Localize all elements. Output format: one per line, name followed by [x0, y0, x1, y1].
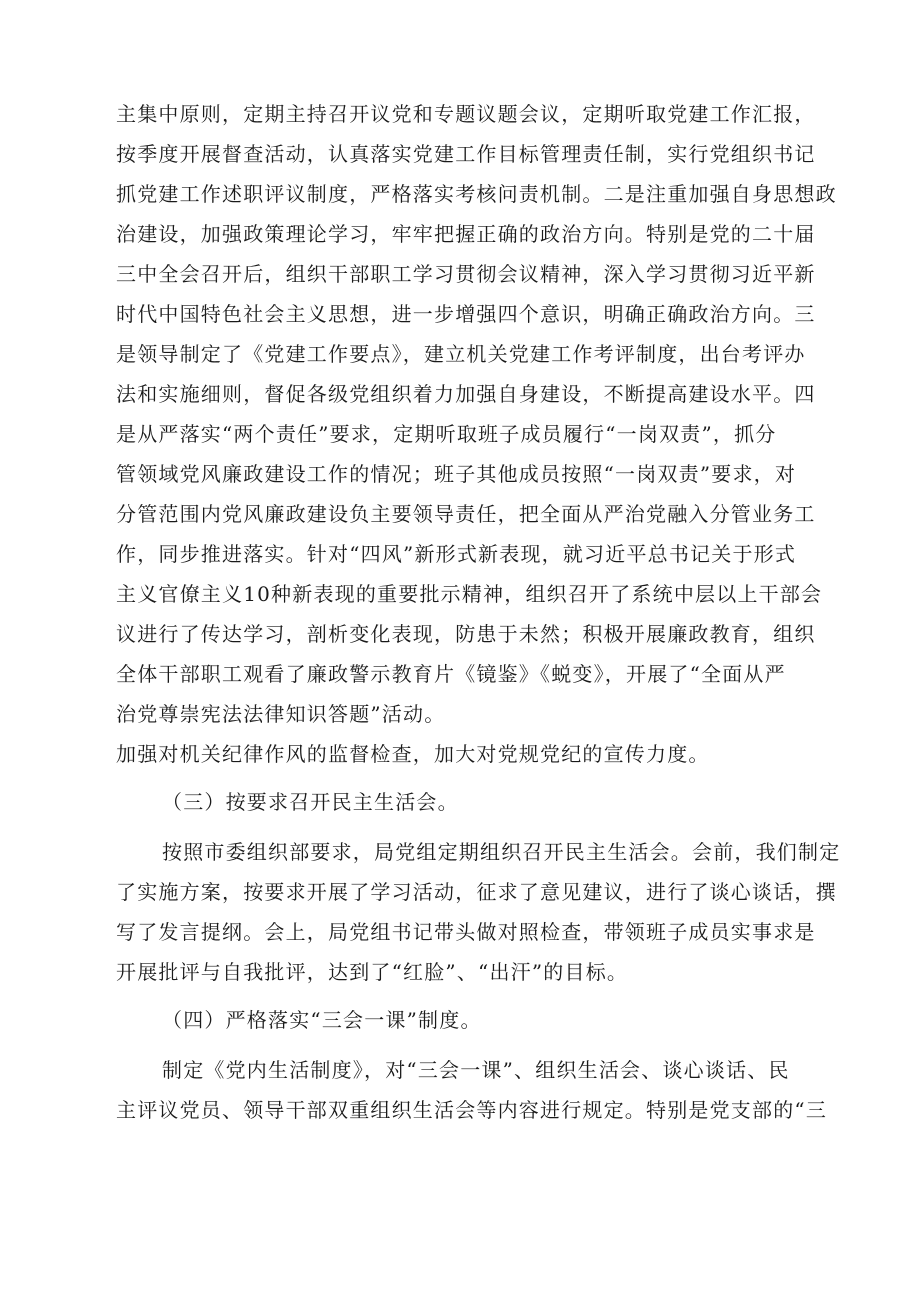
text-line: 治党尊崇宪法法律知识答题”活动。 — [116, 702, 446, 726]
text-line: 治建设，加强政策理论学习，牢牢把握正确的政治方向。特别是党的二十届 — [116, 222, 816, 246]
text-line: 主集中原则，定期主持召开议党和专题议题会议，定期听取党建工作汇报， — [116, 102, 816, 126]
text-line: 议进行了传达学习，剖析变化表现，防患于未然；积极开展廉政教育，组织 — [116, 622, 816, 646]
text-line: 按季度开展督查活动，认真落实党建工作目标管理责任制，实行党组织书记 — [116, 142, 816, 166]
text-line: 按照市委组织部要求，局党组定期组织召开民主生活会。会前，我们制定 — [162, 840, 841, 864]
text-line: 开展批评与自我批评，达到了“红脸”、“出汗”的目标。 — [116, 960, 629, 984]
text-line: 了实施方案，按要求开展了学习活动，征求了意见建议，进行了谈心谈话，撰 — [116, 880, 837, 904]
text-line: 管领域党风廉政建设工作的情况；班子其他成员按照“一岗双责”要求，对 — [116, 462, 797, 486]
text-line: 分管范围内党风廉政建设负主要领导责任，把全面从严治党融入分管业务工 — [116, 502, 816, 526]
text-line: 是领导制定了《党建工作要点》，建立机关党建工作考评制度，出台考评办 — [116, 342, 806, 366]
text-line: 抓党建工作述职评议制度，严格落实考核问责机制。二是注重加强自身思想政 — [116, 182, 837, 206]
text-line: 全体干部职工观看了廉政警示教育片《镜鉴》《蜕变》，开展了“全面从严 — [116, 662, 786, 686]
text-line: 写了发言提纲。会上，局党组书记带头做对照检查，带领班子成员实事求是 — [116, 920, 816, 944]
section-heading: （四）严格落实“三会一课”制度。 — [162, 1008, 482, 1032]
text-line: 作，同步推进落实。针对“四风”新形式新表现，就习近平总书记关于形式 — [116, 542, 797, 566]
text-line: 三中全会召开后，组织干部职工学习贯彻会议精神，深入学习贯彻习近平新 — [116, 262, 816, 286]
text-line: 加强对机关纪律作风的监督检查，加大对党规党纪的宣传力度。 — [116, 742, 710, 766]
text-line: 时代中国特色社会主义思想，进一步增强四个意识，明确正确政治方向。三 — [116, 302, 816, 326]
text-line: 法和实施细则，督促各级党组织着力加强自身建设，不断提高建设水平。四 — [116, 382, 816, 406]
text-line: 制定《党内生活制度》，对“三会一课”、组织生活会、谈心谈话、民 — [162, 1058, 790, 1082]
text-line: 主评议党员、领导干部双重组织生活会等内容进行规定。特别是党支部的“三 — [116, 1098, 828, 1122]
section-heading: （三）按要求召开民主生活会。 — [162, 790, 459, 814]
text-line: 是从严落实“两个责任”要求，定期听取班子成员履行“一岗双责”，抓分 — [116, 422, 777, 446]
text-line: 主义官僚主义10种新表现的重要批示精神，组织召开了系统中层以上干部会 — [116, 582, 823, 606]
